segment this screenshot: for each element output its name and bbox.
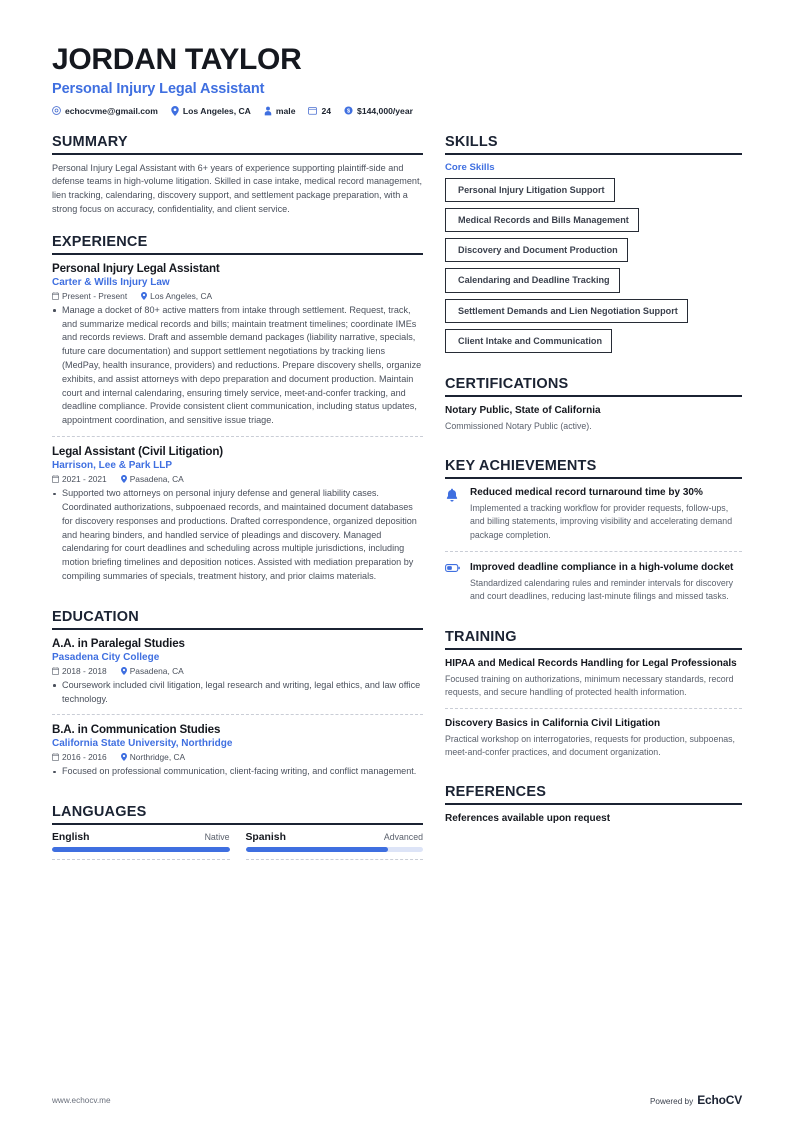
resume-header (52, 44, 742, 116)
education-bullets (52, 679, 423, 707)
experience-meta (52, 291, 423, 301)
experience-dates-text: Present - Present (62, 290, 128, 301)
location-pin-icon (141, 292, 147, 300)
experience-role: Legal Assistant (Civil Litigation) (52, 445, 223, 459)
language-progress-fill (52, 847, 230, 852)
skills-group-label: Core Skills (445, 161, 495, 173)
section-title-experience: EXPERIENCE (52, 233, 148, 250)
contact-email (52, 106, 158, 116)
experience-org: Harrison, Lee & Park LLP (52, 460, 173, 472)
contact-salary-text: $144,000/year (357, 105, 413, 116)
location-pin-icon (121, 475, 127, 483)
references-text: References available upon request (445, 812, 611, 824)
candidate-headline: Personal Injury Legal Assistant (52, 80, 265, 97)
location-pin-icon (121, 753, 127, 761)
language-level: Native (204, 832, 230, 843)
contact-row (52, 106, 742, 116)
divider (246, 859, 424, 860)
education-meta (52, 666, 423, 676)
candidate-name: JORDAN TAYLOR (52, 43, 302, 76)
education-location-text: Pasadena, CA (129, 665, 184, 676)
location-pin-icon (171, 106, 179, 116)
contact-email-text: echocvme@gmail.com (65, 105, 158, 116)
education-location (121, 666, 184, 676)
achievement-body (470, 561, 742, 603)
experience-bullets (52, 304, 423, 428)
footer-powered-label: Powered by (649, 1097, 694, 1106)
training-desc: Practical workshop on interrogatories, requests for production, subpoenas, meet-and-confer practices, and document organization. (445, 733, 735, 757)
education-entry (52, 637, 423, 715)
footer-brand: EchoCV (697, 1093, 742, 1107)
calendar-icon (52, 753, 59, 761)
contact-gender-text: male (275, 105, 296, 116)
calendar-icon (52, 667, 59, 675)
education-school: Pasadena City College (52, 651, 160, 663)
bell-icon (445, 486, 461, 542)
language-name: Spanish (245, 832, 286, 844)
footer-url: www.echocv.me (52, 1095, 111, 1105)
section-achievements (445, 458, 742, 612)
education-dates (52, 752, 107, 762)
section-title-achievements: KEY ACHIEVEMENTS (445, 458, 597, 475)
skills-list (445, 178, 742, 360)
education-dates-text: 2018 - 2018 (62, 665, 107, 676)
battery-icon (445, 561, 461, 603)
section-rule (52, 253, 423, 255)
language-progress-track (52, 847, 230, 852)
experience-org: Carter & Wills Injury Law (52, 276, 170, 288)
bullet-item: Coursework included civil litigation, legal research and writing, legal ethics, and law office technology. (52, 679, 423, 707)
achievement-item (445, 486, 742, 551)
page-footer (52, 1093, 742, 1107)
experience-meta (52, 474, 423, 484)
contact-age (308, 106, 331, 116)
contact-salary (344, 106, 413, 116)
section-title-certifications: CERTIFICATIONS (445, 376, 569, 393)
training-name: HIPAA and Medical Records Handling for Legal Professionals (445, 658, 737, 670)
experience-location-text: Los Angeles, CA (150, 290, 213, 301)
section-title-references: REFERENCES (445, 783, 547, 800)
summary-text: Personal Injury Legal Assistant with 6+ years of experience supporting plaintiff-side and defense teams in high-volume litigation. Skilled in case intake, medical record management, lien tracking, calendaring, discovery support, and settlement package preparation, with a strong focus on accuracy, confidentiality, and client service. (52, 162, 423, 214)
section-summary (52, 134, 423, 217)
section-title-education: EDUCATION (52, 608, 139, 625)
skill-chip: Personal Injury Litigation Support (445, 178, 615, 202)
certification-desc: Commissioned Notary Public (active). (445, 421, 592, 432)
education-dates (52, 666, 107, 676)
left-column (52, 134, 445, 878)
achievement-title: Improved deadline compliance in a high-volume docket (470, 561, 734, 573)
calendar-icon (52, 292, 59, 300)
language-item (246, 832, 424, 860)
person-icon (264, 106, 272, 116)
education-degree: A.A. in Paralegal Studies (52, 636, 185, 650)
education-meta (52, 752, 423, 762)
experience-dates-text: 2021 - 2021 (62, 474, 107, 485)
dollar-circle-icon (344, 106, 353, 115)
contact-gender (264, 106, 296, 116)
training-name: Discovery Basics in California Civil Litigation (445, 717, 661, 729)
education-degree: B.A. in Communication Studies (52, 723, 221, 737)
section-rule (445, 803, 742, 805)
achievement-body (470, 486, 742, 542)
section-training (445, 629, 742, 767)
experience-location (141, 291, 212, 301)
certification-name: Notary Public, State of California (445, 405, 601, 417)
at-circle-icon (52, 106, 61, 115)
education-dates-text: 2016 - 2016 (62, 752, 107, 763)
experience-entry (52, 436, 423, 592)
section-title-summary: SUMMARY (52, 133, 128, 150)
contact-location-text: Los Angeles, CA (182, 105, 251, 116)
language-head (246, 832, 424, 843)
education-school: California State University, Northridge (52, 738, 233, 750)
experience-dates (52, 474, 107, 484)
contact-age-text: 24 (321, 105, 332, 116)
experience-location (121, 474, 184, 484)
language-progress-track (246, 847, 424, 852)
section-rule (52, 823, 423, 825)
section-rule (445, 477, 742, 479)
section-rule (52, 153, 423, 155)
divider (52, 859, 230, 860)
section-rule (52, 628, 423, 630)
section-skills (445, 134, 742, 360)
achievement-item (445, 551, 742, 612)
language-name: English (52, 832, 90, 844)
bullet-item: Supported two attorneys on personal injury defense and general liability cases. Coordinated authorizations, subpoenaed records, and maintained document databases for discovery responses and productions. Drafted correspondence, organized deposition and hearing binders, and handled service of pleadings and discovery. Managed calendaring for court deadlines and scheduling across multiple jurisdictions, including motion briefing timelines and deposition notices. Assisted with mediation preparation by compiling summaries of specials, treatment history, and prior claims materials. (52, 487, 423, 584)
training-desc: Focused training on authorizations, minimum necessary standards, record requests, and secure handling of protected health information. (445, 674, 734, 698)
section-rule (445, 153, 742, 155)
bullet-item: Focused on professional communication, client-facing writing, and conflict management. (52, 765, 423, 779)
section-references (445, 784, 742, 825)
section-experience (52, 234, 423, 592)
section-certifications (445, 376, 742, 441)
svg-text:$: $ (346, 108, 351, 115)
contact-location (171, 106, 251, 116)
footer-branding (650, 1093, 742, 1107)
education-bullets (52, 765, 423, 779)
language-level: Advanced (383, 832, 423, 843)
certification-item (445, 404, 742, 441)
language-progress-fill (246, 847, 388, 852)
language-item (52, 832, 230, 860)
experience-location-text: Pasadena, CA (129, 474, 184, 485)
location-pin-icon (121, 667, 127, 675)
section-title-skills: SKILLS (445, 133, 498, 150)
languages-list (52, 832, 423, 860)
education-entry (52, 714, 423, 787)
right-column (445, 134, 742, 842)
calendar-icon (308, 106, 317, 115)
skill-chip: Calendaring and Deadline Tracking (445, 268, 620, 292)
experience-dates (52, 291, 127, 301)
section-languages (52, 804, 423, 860)
training-item (445, 708, 742, 767)
section-education (52, 609, 423, 787)
achievement-desc: Implemented a tracking workflow for provider requests, follow-ups, and billing statements, improving visibility and accelerating demand package completion. (470, 503, 733, 540)
experience-entry (52, 262, 423, 436)
achievement-title: Reduced medical record turnaround time by 30% (470, 487, 703, 499)
section-rule (445, 395, 742, 397)
language-head (52, 832, 230, 843)
resume-body (52, 134, 742, 878)
education-location (121, 752, 185, 762)
training-item (445, 657, 742, 707)
education-location-text: Northridge, CA (129, 752, 186, 763)
skill-chip: Discovery and Document Production (445, 238, 628, 262)
experience-role: Personal Injury Legal Assistant (52, 261, 220, 275)
skill-chip: Medical Records and Bills Management (445, 208, 639, 232)
skill-chip: Client Intake and Communication (445, 329, 612, 353)
section-rule (445, 648, 742, 650)
achievement-desc: Standardized calendaring rules and reminder intervals for discovery and court deadlines, reducing last-minute filings and missed tasks. (470, 577, 734, 602)
bullet-item: Manage a docket of 80+ active matters from intake through settlement. Request, track, and summarize medical records and bills; maintain treatment timelines; coordinate IMEs and records reviews. Draft and assemble demand packages (liability narrative, specials, future care documentation) and support settlement negotiations by tracking liens (MedPay, health insurance, providers) and reductions. Prepare discovery shells, organize exhibits, and assist attorneys with depo preparation and document production. Maintain court and internal calendaring, ensuring timely service, meet-and-confer tracking, and deadline compliance. Provide consistent client communication, including status updates, appointment coordination, and sensitive issue triage. (52, 304, 423, 428)
calendar-icon (52, 475, 59, 483)
section-title-languages: LANGUAGES (52, 804, 147, 821)
section-title-training: TRAINING (445, 629, 517, 646)
experience-bullets (52, 487, 423, 584)
skill-chip: Settlement Demands and Lien Negotiation Support (445, 299, 688, 323)
